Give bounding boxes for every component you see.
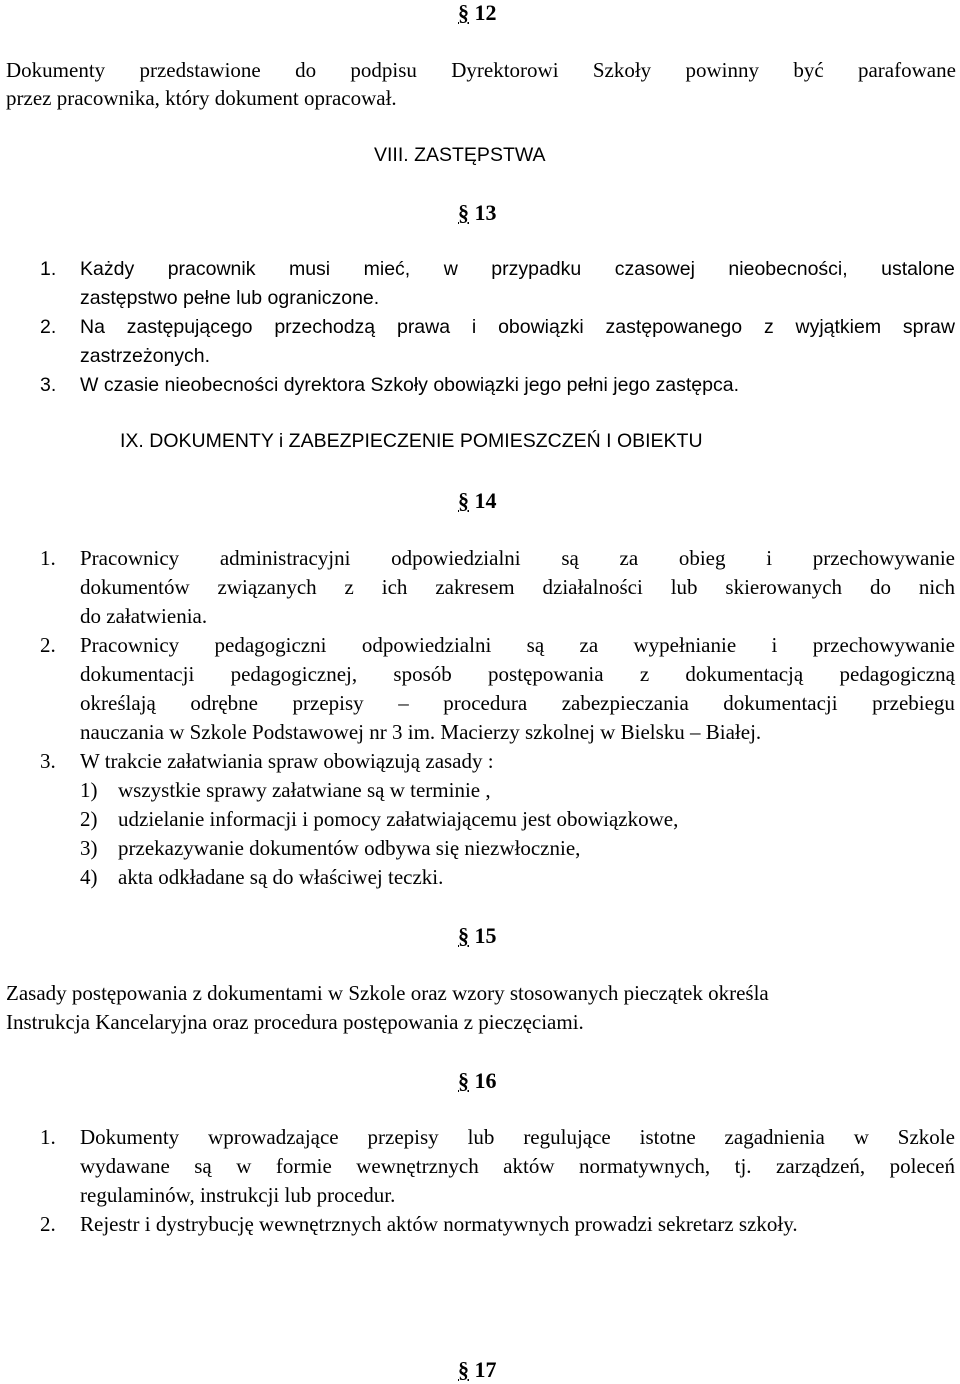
word: być bbox=[793, 58, 824, 82]
p16-item1-line-2 bbox=[80, 1156, 955, 1177]
word: spraw bbox=[902, 316, 955, 338]
p14-item2-line-3 bbox=[80, 693, 955, 714]
word: w bbox=[443, 258, 458, 280]
p14-item1-line-3: do załatwienia. bbox=[80, 604, 208, 628]
word: procedura bbox=[443, 691, 528, 715]
word: mieć, bbox=[363, 258, 411, 280]
word: Każdy bbox=[80, 258, 135, 280]
word: lub bbox=[670, 575, 698, 599]
word: odpowiedzialni bbox=[361, 633, 492, 657]
p14-item1-line-1 bbox=[80, 548, 955, 569]
word: i bbox=[771, 633, 778, 657]
paragraph-sign: § bbox=[458, 488, 469, 513]
p14-item2-line-4: nauczania w Szkole Podstawowej nr 3 im. Macierzy szkolnej w Bielsku – Białej. bbox=[80, 720, 762, 744]
word: zarządzeń, bbox=[776, 1154, 866, 1178]
p13-item1-line-2: zastępstwo pełne lub ograniczone. bbox=[80, 287, 380, 309]
list-number: 2. bbox=[40, 1212, 56, 1236]
section-number: 13 bbox=[474, 200, 497, 225]
p14-sub2: udzielanie informacji i pomocy załatwiającemu jest obowiązkowe, bbox=[118, 807, 679, 831]
sublist-number: 3) bbox=[80, 836, 98, 860]
word: określają bbox=[80, 691, 156, 715]
word: czasowej bbox=[614, 258, 695, 280]
word: działalności bbox=[542, 575, 643, 599]
section-number: 15 bbox=[474, 923, 497, 948]
word: zagadnienia bbox=[724, 1125, 825, 1149]
word: ich bbox=[381, 575, 408, 599]
word: parafowane bbox=[857, 58, 956, 82]
word: z bbox=[344, 575, 354, 599]
word: i bbox=[471, 316, 477, 338]
word: pedagogiczni bbox=[214, 633, 327, 657]
word: nieobecności, bbox=[728, 258, 848, 280]
word: i bbox=[766, 546, 773, 570]
sublist-number: 2) bbox=[80, 807, 98, 831]
word: związanych bbox=[217, 575, 317, 599]
word: przechowywanie bbox=[812, 546, 955, 570]
word: za bbox=[619, 546, 639, 570]
heading-ix: IX. DOKUMENTY i ZABEZPIECZENIE POMIESZCZEŃ I OBIEKTU bbox=[120, 430, 703, 452]
list-number: 3. bbox=[40, 749, 56, 773]
p12-line-1 bbox=[6, 60, 956, 81]
word: normatywnych, bbox=[578, 1154, 711, 1178]
list-number: 3. bbox=[40, 374, 57, 396]
word: Pracownicy bbox=[80, 546, 180, 570]
word: wypełnianie bbox=[633, 633, 737, 657]
p16-item1-line-3: regulaminów, instrukcji lub procedur. bbox=[80, 1183, 396, 1207]
word: powinny bbox=[685, 58, 759, 82]
word: ustalone bbox=[881, 258, 955, 280]
list-number: 1. bbox=[40, 1125, 56, 1149]
word: sposób bbox=[393, 662, 452, 686]
word: do bbox=[869, 575, 891, 599]
word: przechodzą bbox=[274, 316, 376, 338]
p14-sub4: akta odkładane są do właściwej teczki. bbox=[118, 865, 444, 889]
word: dokumentacją bbox=[685, 662, 804, 686]
paragraph-sign: § bbox=[458, 1068, 469, 1093]
word: z bbox=[763, 316, 774, 338]
paragraph-sign: § bbox=[458, 0, 469, 25]
word: zakresem bbox=[435, 575, 515, 599]
p13-item2-line-2: zastrzeżonych. bbox=[80, 345, 211, 367]
word: są bbox=[194, 1154, 212, 1178]
p14-sub3: przekazywanie dokumentów odbywa się niezwłocznie, bbox=[118, 836, 581, 860]
word: pedagogicznej, bbox=[230, 662, 358, 686]
word: pracownik bbox=[167, 258, 256, 280]
word: prawa bbox=[396, 316, 451, 338]
word: przedstawione bbox=[139, 58, 261, 82]
section-13-heading bbox=[458, 202, 497, 224]
p15-line-1: Zasady postępowania z dokumentami w Szkole oraz wzory stosowanych pieczątek określa bbox=[6, 981, 769, 1005]
section-14-heading bbox=[458, 490, 497, 512]
word: w bbox=[236, 1154, 252, 1178]
p13-item1-line-1 bbox=[80, 260, 955, 280]
section-16-heading bbox=[458, 1070, 497, 1092]
p16-item1-line-1 bbox=[80, 1127, 955, 1148]
section-12-heading bbox=[458, 2, 497, 24]
p13-item3-line-1: W czasie nieobecności dyrektora Szkoły obowiązki jego pełni jego zastępca. bbox=[80, 374, 740, 396]
word: istotne bbox=[639, 1125, 696, 1149]
section-17-heading bbox=[458, 1359, 497, 1381]
list-number: 2. bbox=[40, 316, 57, 338]
p14-sub1: wszystkie sprawy załatwiane są w terminie , bbox=[118, 778, 491, 802]
word: Pracownicy bbox=[80, 633, 180, 657]
word: wyjątkiem bbox=[795, 316, 882, 338]
word: regulujące bbox=[523, 1125, 611, 1149]
word: przypadku bbox=[491, 258, 582, 280]
paragraph-sign: § bbox=[458, 923, 469, 948]
p12-line-2: przez pracownika, który dokument opracował. bbox=[6, 86, 397, 110]
word: Na bbox=[80, 316, 105, 338]
word: aktów bbox=[503, 1154, 555, 1178]
word: przechowywanie bbox=[812, 633, 955, 657]
word: postępowania bbox=[488, 662, 604, 686]
section-number: 17 bbox=[474, 1357, 497, 1382]
sublist-number: 4) bbox=[80, 865, 98, 889]
p13-item2-line-1 bbox=[80, 318, 955, 338]
word: formie bbox=[275, 1154, 332, 1178]
word: tj. bbox=[734, 1154, 752, 1178]
word: przebiegu bbox=[872, 691, 955, 715]
word: pedagogiczną bbox=[839, 662, 955, 686]
word: zastępującego bbox=[126, 316, 253, 338]
word: Dokumenty bbox=[6, 58, 106, 82]
word: wprowadzające bbox=[208, 1125, 339, 1149]
word: z bbox=[639, 662, 650, 686]
p14-item1-line-2 bbox=[80, 577, 955, 598]
p14-item2-line-2 bbox=[80, 664, 955, 685]
word: przepisy bbox=[292, 691, 364, 715]
section-number: 12 bbox=[474, 0, 497, 25]
sublist-number: 1) bbox=[80, 778, 98, 802]
word: nich bbox=[918, 575, 955, 599]
word: wewnętrznych bbox=[356, 1154, 479, 1178]
p16-item2-line-1: Rejestr i dystrybucję wewnętrznych aktów normatywnych prowadzi sekretarz szkoły. bbox=[80, 1212, 798, 1236]
paragraph-sign: § bbox=[458, 1357, 469, 1382]
list-number: 1. bbox=[40, 258, 57, 280]
word: w bbox=[853, 1125, 869, 1149]
word: obowiązki bbox=[498, 316, 584, 338]
word: podpisu bbox=[350, 58, 417, 82]
word: obieg bbox=[678, 546, 726, 570]
word: zabezpieczania bbox=[561, 691, 689, 715]
word: zastępowanego bbox=[605, 316, 743, 338]
word: przepisy bbox=[367, 1125, 439, 1149]
p14-item3-line-1: W trakcie załatwiania spraw obowiązują zasady : bbox=[80, 749, 494, 773]
word: do bbox=[295, 58, 317, 82]
list-number: 1. bbox=[40, 546, 56, 570]
word: administracyjni bbox=[219, 546, 351, 570]
word: Szkole bbox=[897, 1125, 955, 1149]
word: odpowiedzialni bbox=[391, 546, 521, 570]
word: dokumentacji bbox=[723, 691, 838, 715]
word: są bbox=[561, 546, 579, 570]
word: Dyrektorowi bbox=[451, 58, 559, 82]
list-number: 2. bbox=[40, 633, 56, 657]
word: poleceń bbox=[889, 1154, 955, 1178]
word: dokumentacji bbox=[80, 662, 195, 686]
p14-item2-line-1 bbox=[80, 635, 955, 656]
word: są bbox=[526, 633, 545, 657]
word: – bbox=[398, 691, 409, 715]
p15-line-2: Instrukcja Kancelaryjna oraz procedura postępowania z pieczęciami. bbox=[6, 1010, 584, 1034]
word: musi bbox=[288, 258, 331, 280]
word: wydawane bbox=[80, 1154, 170, 1178]
word: dokumentów bbox=[80, 575, 190, 599]
word: Dokumenty bbox=[80, 1125, 180, 1149]
word: za bbox=[579, 633, 599, 657]
paragraph-sign: § bbox=[458, 200, 469, 225]
word: lub bbox=[467, 1125, 495, 1149]
word: odrębne bbox=[190, 691, 258, 715]
word: Szkoły bbox=[592, 58, 652, 82]
section-number: 14 bbox=[474, 488, 497, 513]
section-number: 16 bbox=[474, 1068, 497, 1093]
word: skierowanych bbox=[725, 575, 843, 599]
heading-viii: VIII. ZASTĘPSTWA bbox=[374, 144, 546, 166]
section-15-heading bbox=[458, 925, 497, 947]
